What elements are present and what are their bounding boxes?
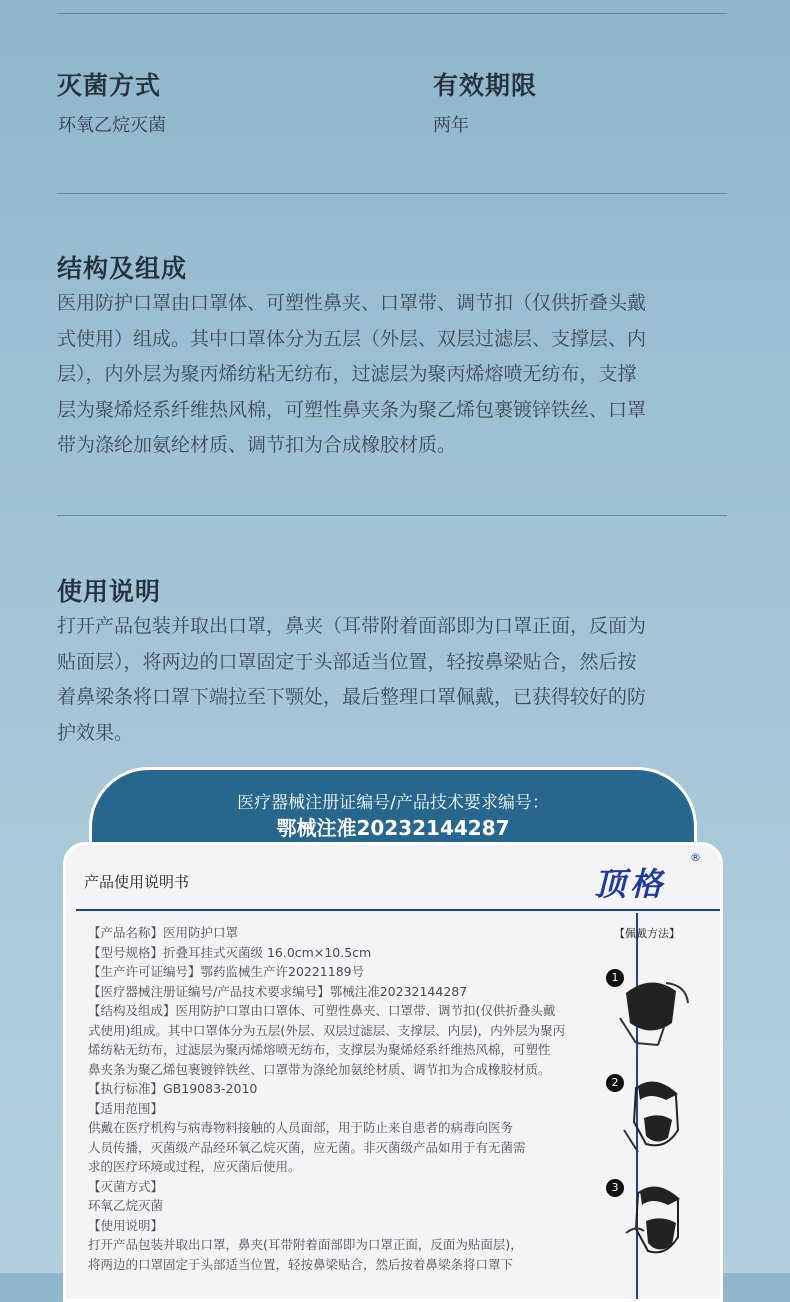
structure-line: 带为涤纶加氨纶材质、调节扣为合成橡胶材质。 — [57, 434, 457, 456]
step-number: 3 — [606, 1179, 624, 1197]
usage-line: 护效果。 — [57, 721, 134, 744]
usage-title: 使用说明 — [57, 577, 162, 606]
leaflet-line: 【执行标准】GB19083-2010 — [88, 1081, 258, 1096]
structure-text — [57, 286, 729, 464]
step-number: 1 — [606, 969, 624, 987]
face-mask-adjust-icon — [606, 1175, 696, 1265]
leaflet-line: 【使用说明】 — [88, 1217, 164, 1233]
divider-top — [57, 13, 727, 14]
leaflet-line: 【灭菌方式】 — [88, 1178, 164, 1194]
registration-label: 医疗器械注册证编号/产品技术要求编号： — [237, 793, 549, 813]
validity-value: 两年 — [433, 115, 469, 136]
registered-mark: ® — [690, 851, 701, 864]
leaflet-heading: 产品使用说明书 — [84, 873, 190, 891]
leaflet-line: 【医疗器械注册证编号/产品技术要求编号】鄂械注准20232144287 — [88, 983, 468, 999]
validity-title: 有效期限 — [433, 71, 538, 100]
structure-line: 式使用）组成。其中口罩体分为五层（外层、双层过滤层、支撑层、内 — [57, 327, 647, 350]
usage-line: 打开产品包装并取出口罩，鼻夹（耳带附着面部即为口罩正面，反面为 — [57, 615, 647, 637]
leaflet-photo — [63, 842, 723, 1302]
leaflet-line: 【结构及组成】医用防护口罩由口罩体、可塑性鼻夹、口罩带、调节扣(仅供折叠头戴 — [88, 1003, 556, 1018]
usage-line: 贴面层），将两边的口罩固定于头部适当位置，轻按鼻梁贴合，然后按 — [57, 650, 637, 673]
wear-step-3 — [606, 1175, 696, 1265]
wear-step-2 — [606, 1070, 696, 1160]
structure-line: 医用防护口罩由口罩体、可塑性鼻夹、口罩带、调节扣（仅供折叠头戴 — [57, 292, 647, 314]
leaflet-line: 烯纺粘无纺布，过滤层为聚丙烯熔喷无纺布，支撑层为聚烯烃系纤维热风棉，可塑性 — [88, 1042, 551, 1057]
leaflet-line: 【适用范围】 — [88, 1100, 164, 1116]
divider-2 — [57, 515, 727, 516]
registration-number: 鄂械注准20232144287 — [276, 816, 510, 840]
leaflet-line: 【产品名称】医用防护口罩 — [88, 925, 239, 940]
structure-title: 结构及组成 — [57, 254, 188, 283]
wear-step-1 — [606, 963, 696, 1053]
leaflet-line: 环氧乙烷灭菌 — [88, 1198, 164, 1213]
step-number: 2 — [606, 1074, 624, 1092]
leaflet-line: 【生产许可证编号】鄂药监械生产许20221189号 — [88, 964, 365, 979]
leaflet-line: 将两边的口罩固定于头部适当位置，轻按鼻梁贴合，然后按着鼻梁条将口罩下 — [88, 1256, 514, 1272]
hand-mask-icon — [606, 963, 696, 1053]
leaflet-text-panel — [76, 913, 638, 1302]
usage-line: 着鼻梁条将口罩下端拉至下颚处，最后整理口罩佩戴，已获得较好的防 — [57, 686, 647, 708]
leaflet-rule — [76, 909, 721, 911]
structure-line: 层为聚烯烃系纤维热风棉，可塑性鼻夹条为聚乙烯包裹镀锌铁丝、口罩 — [57, 398, 647, 421]
leaflet-line: 求的医疗环境或过程，应灭菌后使用。 — [88, 1159, 301, 1174]
howto-title: 【佩戴方法】 — [614, 927, 680, 940]
leaflet-line: 人员传播，灭菌级产品经环氧乙烷灭菌，应无菌。非灭菌级产品如用于有无菌需 — [88, 1139, 526, 1155]
face-mask-icon — [606, 1070, 696, 1160]
leaflet-line: 式使用)组成。其中口罩体分为五层(外层、双层过滤层、支撑层、内层)，内外层为聚丙 — [88, 1022, 566, 1038]
usage-text — [57, 609, 729, 751]
sterilization-title: 灭菌方式 — [57, 71, 162, 100]
leaflet-line: 鼻夹条为聚乙烯包裹镀锌铁丝、口罩带为涤纶加氨纶材质、调节扣为合成橡胶材质。 — [88, 1061, 551, 1077]
divider-1 — [57, 193, 727, 194]
brand-logo: 顶格 — [594, 865, 667, 903]
leaflet-line: 供戴在医疗机构与病毒物料接触的人员面部，用于防止来自患者的病毒向医务 — [88, 1120, 514, 1135]
leaflet-text — [88, 923, 628, 1274]
sterilization-value: 环氧乙烷灭菌 — [58, 115, 166, 136]
structure-line: 层），内外层为聚丙烯纺粘无纺布，过滤层为聚丙烯熔喷无纺布，支撑 — [57, 363, 637, 385]
leaflet-line: 【型号规格】折叠耳挂式灭菌级 16.0cm×10.5cm — [88, 944, 372, 960]
leaflet-line: 打开产品包装并取出口罩，鼻夹(耳带附着面部即为口罩正面，反面为贴面层)， — [88, 1237, 523, 1252]
